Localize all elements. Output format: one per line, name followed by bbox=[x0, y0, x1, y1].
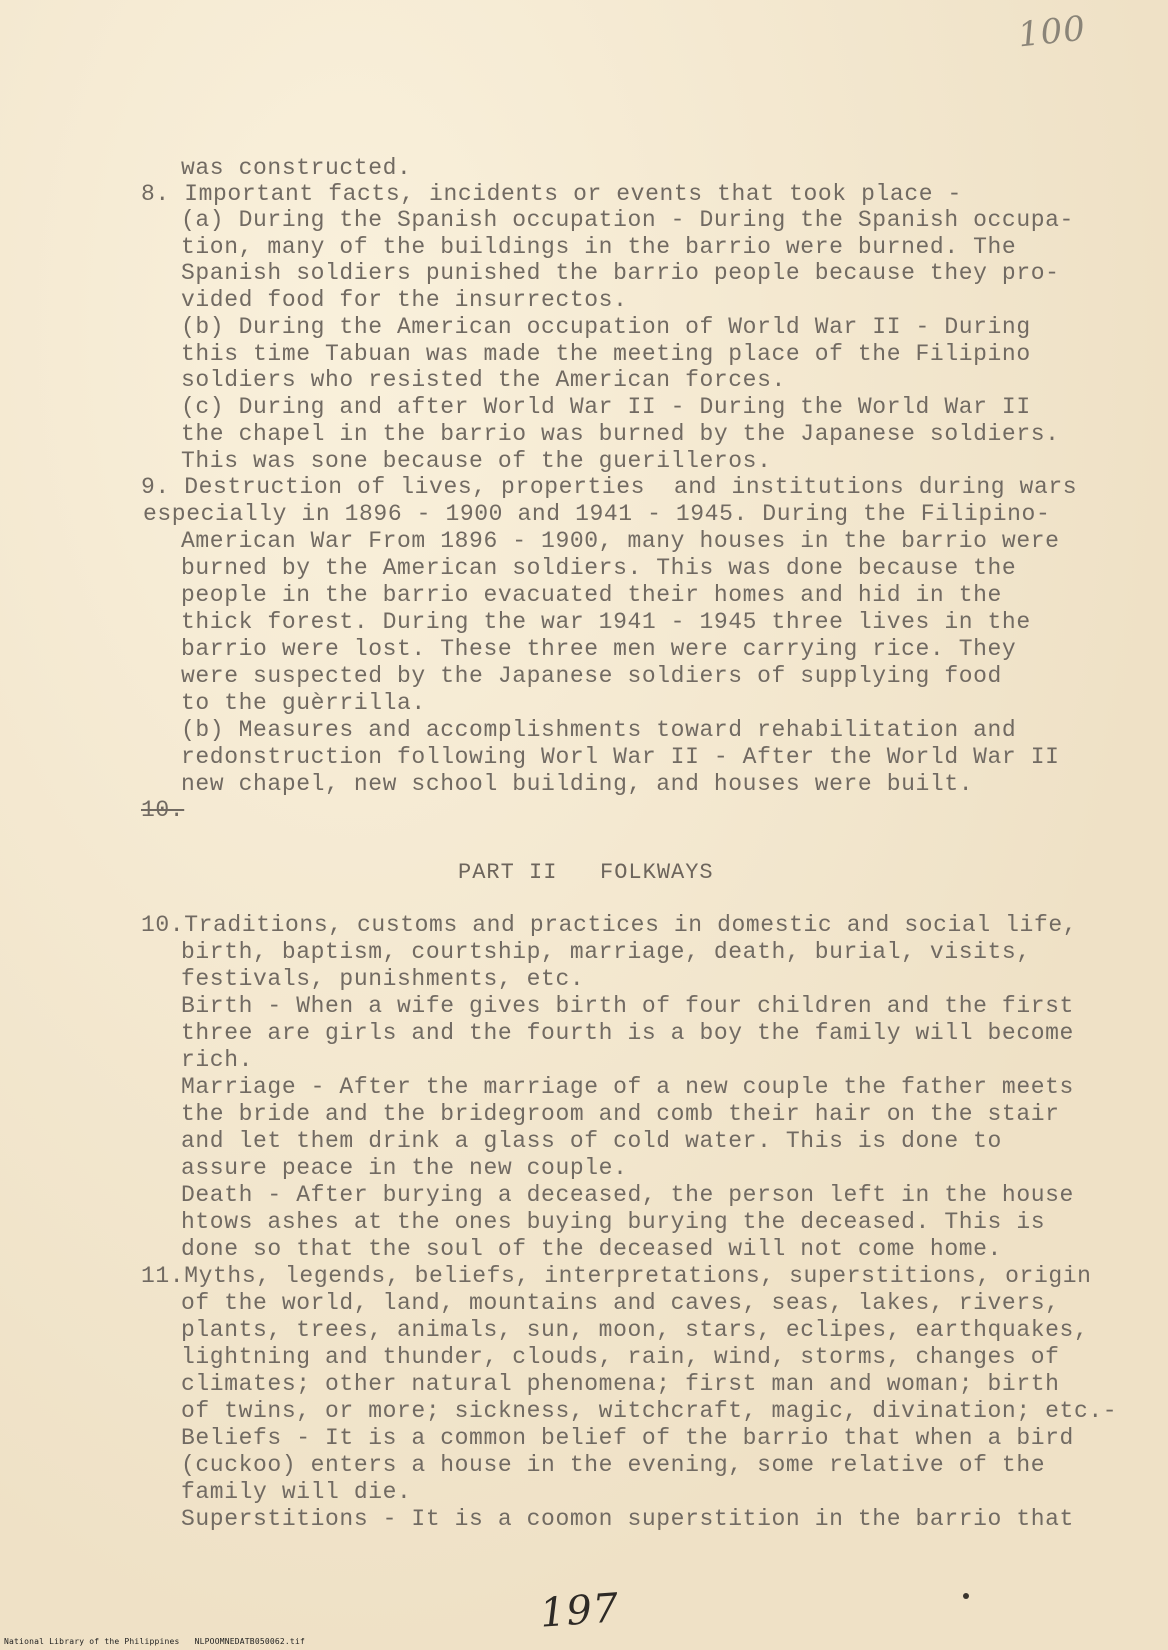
text-line: soldiers who resisted the American forces. bbox=[181, 367, 786, 393]
text-line: htows ashes at the ones buying burying the deceased. This is bbox=[181, 1209, 1046, 1235]
ink-spot bbox=[963, 1593, 969, 1599]
text-line: this time Tabuan was made the meeting place of the Filipino bbox=[181, 341, 1031, 367]
text-line: Beliefs - It is a common belief of the barrio that when a bird bbox=[181, 1425, 1074, 1451]
text-line: plants, trees, animals, sun, moon, stars, eclipes, earthquakes, bbox=[181, 1317, 1089, 1343]
text-line: family will die. bbox=[181, 1479, 412, 1505]
archive-footer: National Library of the Philippines NLPOOMNEDATB050062.tif bbox=[4, 1637, 305, 1646]
text-line: Superstitions - It is a coomon superstition in the barrio that bbox=[181, 1506, 1074, 1532]
text-line: 11.Myths, legends, beliefs, interpretations, superstitions, origin bbox=[141, 1263, 1092, 1289]
text-line: thick forest. During the war 1941 - 1945 three lives in the bbox=[181, 609, 1031, 635]
text-line: This was sone because of the guerilleros. bbox=[181, 448, 772, 474]
text-line: assure peace in the new couple. bbox=[181, 1155, 628, 1181]
text-line: 8. Important facts, incidents or events that took place - bbox=[141, 181, 962, 207]
text-line: Spanish soldiers punished the barrio people because they pro- bbox=[181, 260, 1060, 286]
text-line: the chapel in the barrio was burned by the Japanese soldiers. bbox=[181, 421, 1060, 447]
text-line: new chapel, new school building, and houses were built. bbox=[181, 771, 974, 797]
text-line: of twins, or more; sickness, witchcraft, magic, divination; etc.- bbox=[181, 1398, 1118, 1424]
text-line: (cuckoo) enters a house in the evening, some relative of the bbox=[181, 1452, 1046, 1478]
text-line: vided food for the insurrectos. bbox=[181, 287, 628, 313]
text-line: climates; other natural phenomena; first man and woman; birth bbox=[181, 1371, 1060, 1397]
text-line: three are girls and the fourth is a boy the family will become bbox=[181, 1020, 1074, 1046]
text-line: Birth - When a wife gives birth of four children and the first bbox=[181, 993, 1074, 1019]
text-line: birth, baptism, courtship, marriage, death, burial, visits, bbox=[181, 939, 1031, 965]
text-line: 10.Traditions, customs and practices in domestic and social life, bbox=[141, 912, 1078, 938]
text-line: (b) During the American occupation of World War II - During bbox=[181, 314, 1031, 340]
text-line: burned by the American soldiers. This was done because the bbox=[181, 555, 1017, 581]
text-line: people in the barrio evacuated their homes and hid in the bbox=[181, 582, 1002, 608]
text-line: done so that the soul of the deceased will not come home. bbox=[181, 1236, 1002, 1262]
text-line: 9. Destruction of lives, properties and institutions during wars bbox=[141, 474, 1078, 500]
text-line: Death - After burying a deceased, the person left in the house bbox=[181, 1182, 1074, 1208]
section-heading: PART II FOLKWAYS bbox=[458, 860, 714, 885]
handwritten-page-number-bottom: 197 bbox=[538, 1585, 621, 1637]
text-line: (b) Measures and accomplishments toward rehabilitation and bbox=[181, 717, 1017, 743]
text-line: lightning and thunder, clouds, rain, wind, storms, changes of bbox=[181, 1344, 1060, 1370]
text-line: redonstruction following Worl War II - After the World War II bbox=[181, 744, 1060, 770]
struck-numeral: 10. bbox=[141, 797, 185, 823]
text-line: were suspected by the Japanese soldiers of supplying food bbox=[181, 663, 1002, 689]
handwritten-page-number-top: 100 bbox=[1016, 8, 1088, 56]
text-line: (a) During the Spanish occupation - During the Spanish occupa- bbox=[181, 207, 1074, 233]
text-line: to the guèrrilla. bbox=[181, 690, 426, 716]
text-line: tion, many of the buildings in the barrio were burned. The bbox=[181, 234, 1017, 260]
text-line: Marriage - After the marriage of a new couple the father meets bbox=[181, 1074, 1074, 1100]
text-line: barrio were lost. These three men were carrying rice. They bbox=[181, 636, 1017, 662]
text-line: especially in 1896 - 1900 and 1941 - 1945. During the Filipino- bbox=[143, 501, 1051, 527]
text-line: festivals, punishments, etc. bbox=[181, 966, 585, 992]
text-line: of the world, land, mountains and caves, seas, lakes, rivers, bbox=[181, 1290, 1060, 1316]
text-line: rich. bbox=[181, 1047, 254, 1073]
text-line: and let them drink a glass of cold water. This is done to bbox=[181, 1128, 1002, 1154]
text-line: (c) During and after World War II - During the World War II bbox=[181, 394, 1031, 420]
text-line: the bride and the bridegroom and comb their hair on the stair bbox=[181, 1101, 1060, 1127]
text-line: was constructed. bbox=[181, 155, 412, 181]
text-line: American War From 1896 - 1900, many houses in the barrio were bbox=[181, 528, 1060, 554]
